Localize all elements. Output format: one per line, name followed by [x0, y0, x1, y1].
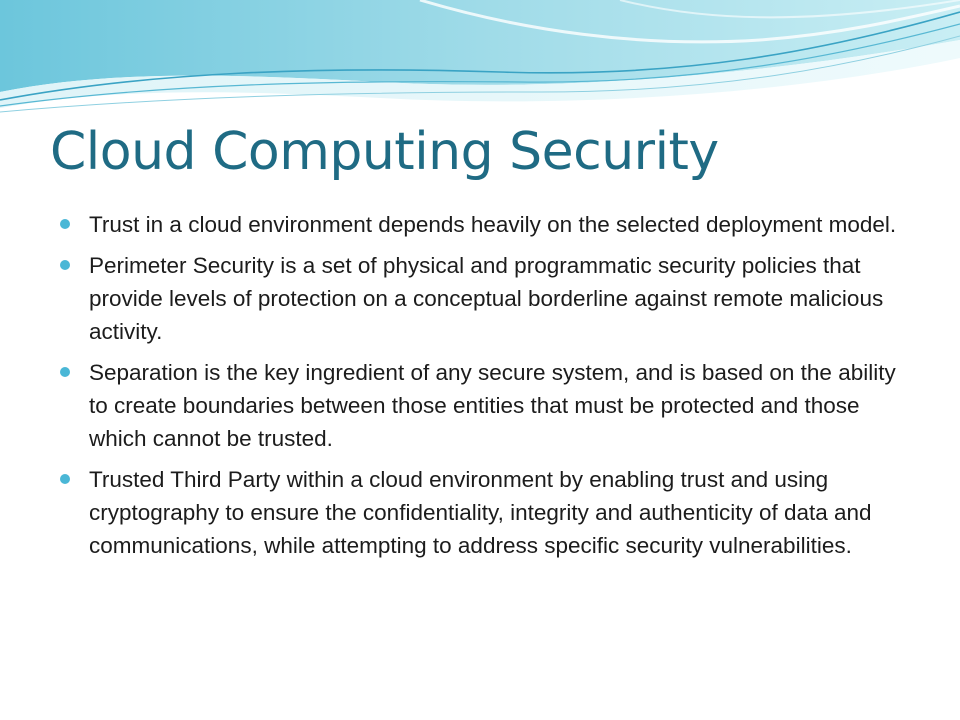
bullet-item: [58, 463, 918, 562]
bullet-dot-icon: [60, 367, 70, 377]
bullet-dot-icon: [60, 260, 70, 270]
bullet-item: [58, 208, 918, 241]
bullet-text: Trusted Third Party within a cloud environment by enabling trust and using cryptography to ensure the confidentiality, integrity and authenticity of data and communications, while attempting to address specific security vulnerabilities.: [89, 467, 872, 558]
bullet-dot-icon: [60, 474, 70, 484]
slide-title: Cloud Computing Security: [50, 122, 719, 182]
bullet-text: Trust in a cloud environment depends heavily on the selected deployment model.: [89, 212, 897, 237]
bullet-item: [58, 356, 918, 455]
bullet-text: Perimeter Security is a set of physical and programmatic security policies that provide levels of protection on a conceptual borderline against remote malicious activity.: [89, 253, 884, 344]
decorative-wave-header: [0, 0, 960, 130]
bullet-list: [58, 208, 918, 570]
bullet-dot-icon: [60, 219, 70, 229]
bullet-item: [58, 249, 918, 348]
bullet-text: Separation is the key ingredient of any secure system, and is based on the ability to create boundaries between those entities that must be protected and those which cannot be trusted.: [89, 360, 896, 451]
